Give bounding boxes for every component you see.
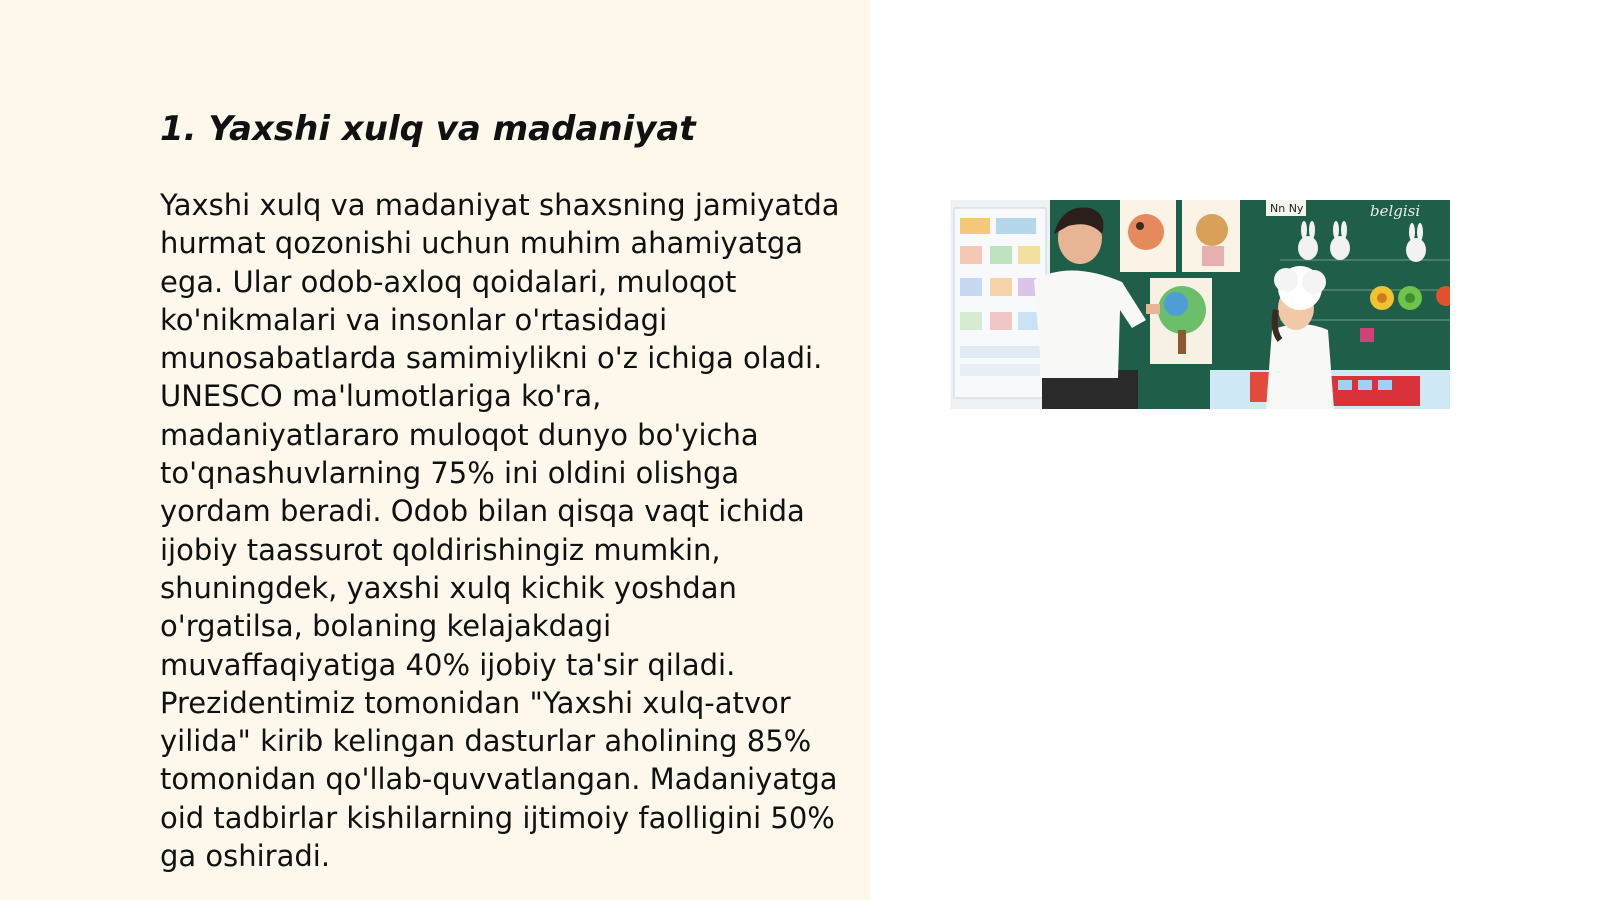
classroom-photo	[950, 200, 1450, 409]
slide-title: 1. Yaxshi xulq va madaniyat	[160, 109, 696, 149]
bunny-3	[1406, 238, 1426, 262]
bunny-1	[1298, 236, 1318, 260]
board-caption: belgisi	[1370, 202, 1421, 220]
bunny-2	[1330, 236, 1350, 260]
slide-body-text: Yaxshi xulq va madaniyat shaxsning jamiyatda hurmat qozonishi uchun muhim ahamiyatga ega. Ular odob-axloq qoidalari, muloqot ko'nikmalari va insonlar o'rtasidagi munosabatlarda samimiylikni o'z ichiga oladi. UNESCO ma'lumotlariga ko'ra, madaniyatlararo muloqot dunyo bo'yicha to'qnashuvlarning 75% ini oldini olishga yordam beradi. Odob bilan qisqa vaqt ichida ijobiy taassurot qoldirishingiz mumkin, shuningdek, yaxshi xulq kichik yoshdan o'rgatilsa, bolaning kelajakdagi muvaffaqiyatiga 40% ijobiy ta'sir qiladi. Prezidentimiz tomonidan "Yaxshi xulq-atvor yilida" kirib kelingan dasturlar aholining 85% tomonidan qo'llab-quvvatlangan. Madaniyatga oid tadbirlar kishilarning ijtimoiy faolligini 50% ga oshiradi.	[160, 188, 840, 874]
board-letters: Nn Ny	[1270, 202, 1304, 215]
